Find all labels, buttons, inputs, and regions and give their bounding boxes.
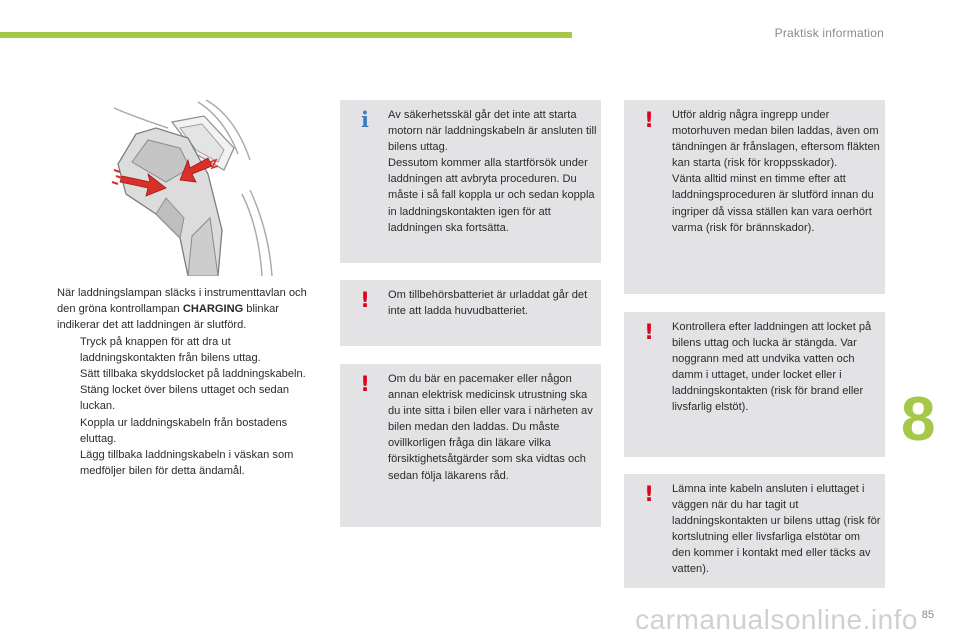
warning-box-cable	[624, 474, 885, 588]
watermark: carmanualsonline.info	[635, 604, 918, 635]
warning-box-text: Utför aldrig några ingrepp under motorhuven medan bilen laddas, även om tändningen är frånslagen, eftersom fläkten kan starta (risk för kroppsskador). Vänta alltid minst en timme efter att laddningsproceduren är slutförd innan du ingriper då vissa ställen kan vara oerhört varma (risk för brännskador).	[672, 109, 880, 234]
warning-box-text: Kontrollera efter laddningen att locket på bilens uttag och lucka är stängda. Var noggrann med att undvika vatten och damm i uttaget, under locket eller i laddningskontakten (risk för brand eller livsfarlig elstöt).	[672, 321, 872, 414]
warning-icon: !	[644, 320, 654, 344]
warning-box-pacemaker	[340, 364, 601, 527]
info-icon: i	[361, 107, 369, 132]
chapter-number: 8	[901, 385, 936, 454]
charging-lamp-label: CHARGING	[182, 303, 244, 316]
charging-finished-instructions	[57, 285, 322, 479]
charging-connector-illustration	[92, 98, 288, 276]
step-list	[57, 334, 322, 480]
warning-box-hood	[624, 100, 885, 294]
intro-paragraph: När laddningslampan släcks i instrumenttavlan och den gröna kontrollampan CHARGING blinkar indikerar det att laddningen är slutförd.	[57, 287, 307, 332]
warning-box-text: Om du bär en pacemaker eller någon annan elektrisk medicinsk utrustning ska du inte sitta i bilen eller vara i närheten av bilen medan den laddas. Du måste ovillkorligen fråga din läkare vilka försiktighetsåtgärder som ska vidtas och sedan följa läkarens råd.	[388, 373, 593, 482]
list-item: Lägg tillbaka laddningskabeln i väskan som medföljer bilen för detta ändamål.	[80, 449, 294, 478]
warning-box-text: Lämna inte kabeln ansluten i eluttaget i väggen när du har tagit ut laddningskontakten ur bilens uttag (risk för kortslutning eller livsfarliga elstötar om den kommer i kontakt med eller täcks av vatten).	[672, 483, 881, 576]
info-box-safety	[340, 100, 601, 263]
warning-icon: !	[644, 108, 654, 132]
warning-icon: !	[360, 372, 370, 396]
warning-box-lid	[624, 312, 885, 457]
warning-icon: !	[360, 288, 370, 312]
section-title: Praktisk information	[774, 26, 884, 40]
list-item: Koppla ur laddningskabeln från bostadens eluttag.	[80, 416, 288, 445]
page-number: 85	[921, 609, 934, 621]
list-item: Stäng locket över bilens uttaget och sedan luckan.	[80, 384, 290, 413]
header-accent-bar	[0, 32, 572, 38]
warning-box-text: Om tillbehörsbatteriet är urladdat går det inte att ladda huvudbatteriet.	[388, 289, 588, 318]
list-item: Sätt tillbaka skyddslocket på laddningskabeln.	[80, 368, 306, 381]
info-box-text: Av säkerhetsskäl går det inte att starta motorn när laddningskabeln är ansluten till bilens uttag. Dessutom kommer alla startförsök under laddningen att avbryta proceduren. Du måste i så fall koppla ur och sedan koppla in laddningskontakten igen för att laddningen ska fortsätta.	[388, 109, 597, 234]
warning-icon: !	[644, 482, 654, 506]
list-item: Tryck på knappen för att dra ut laddningskontakten från bilens uttag.	[80, 335, 261, 364]
warning-box-aux-battery	[340, 280, 601, 346]
